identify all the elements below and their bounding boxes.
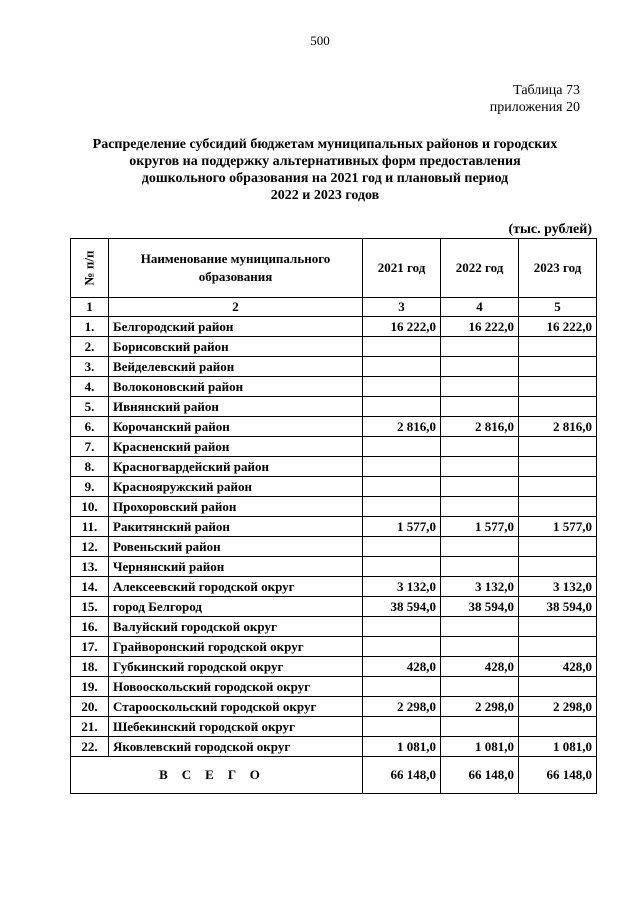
table-row	[71, 377, 597, 397]
total-value-2022: 66 148,0	[441, 757, 519, 794]
column-index: 5	[519, 298, 597, 317]
row-value-2023	[519, 717, 597, 737]
row-value-2022: 16 222,0	[441, 317, 519, 337]
row-number: 15.	[71, 597, 109, 617]
row-value-2023	[519, 457, 597, 477]
row-value-2021	[363, 337, 441, 357]
row-value-2021: 2 298,0	[363, 697, 441, 717]
row-value-2023: 16 222,0	[519, 317, 597, 337]
units-label: (тыс. рублей)	[508, 222, 592, 237]
row-value-2021	[363, 397, 441, 417]
table-row	[71, 617, 597, 637]
row-name: Чернянский район	[109, 557, 363, 577]
title-line: дошкольного образования на 2021 год и плановый период	[141, 171, 509, 186]
row-value-2021	[363, 377, 441, 397]
row-number: 11.	[71, 517, 109, 537]
table-row	[71, 477, 597, 497]
row-number: 7.	[71, 437, 109, 457]
row-number: 21.	[71, 717, 109, 737]
row-value-2022: 38 594,0	[441, 597, 519, 617]
row-name: Губкинский городской округ	[109, 657, 363, 677]
row-value-2022: 3 132,0	[441, 577, 519, 597]
row-value-2022	[441, 397, 519, 417]
row-value-2022	[441, 457, 519, 477]
row-number: 20.	[71, 697, 109, 717]
row-value-2023: 2 298,0	[519, 697, 597, 717]
row-value-2022: 1 081,0	[441, 737, 519, 757]
row-value-2023: 38 594,0	[519, 597, 597, 617]
row-value-2023	[519, 337, 597, 357]
row-number: 1.	[71, 317, 109, 337]
row-value-2022	[441, 497, 519, 517]
total-row	[71, 757, 597, 794]
row-number: 16.	[71, 617, 109, 637]
row-number: 17.	[71, 637, 109, 657]
column-index: 3	[363, 298, 441, 317]
row-value-2022	[441, 337, 519, 357]
title-line: Распределение субсидий бюджетам муниципальных районов и городских	[92, 137, 558, 152]
row-name: Красногвардейский район	[109, 457, 363, 477]
row-name: Ракитянский район	[109, 517, 363, 537]
row-value-2023	[519, 477, 597, 497]
table-row	[71, 517, 597, 537]
row-name: Валуйский городской округ	[109, 617, 363, 637]
table-caption	[490, 82, 580, 116]
row-name: Алексеевский городской округ	[109, 577, 363, 597]
column-index-row	[71, 298, 597, 317]
row-name: Ивнянский район	[109, 397, 363, 417]
table-row	[71, 357, 597, 377]
table-row	[71, 737, 597, 757]
row-number: 4.	[71, 377, 109, 397]
row-number: 19.	[71, 677, 109, 697]
header-row	[71, 239, 597, 298]
row-value-2023	[519, 677, 597, 697]
title-line: 2022 и 2023 годов	[270, 188, 380, 203]
table-row	[71, 637, 597, 657]
row-name: Старооскольский городской округ	[109, 697, 363, 717]
row-value-2022	[441, 477, 519, 497]
header-name: Наименование муниципального образования	[109, 239, 363, 298]
row-value-2023: 2 816,0	[519, 417, 597, 437]
table-row	[71, 397, 597, 417]
row-value-2022	[441, 617, 519, 637]
row-name: город Белгород	[109, 597, 363, 617]
row-value-2021	[363, 637, 441, 657]
table-row	[71, 537, 597, 557]
page-number: 500	[310, 33, 330, 48]
row-value-2021: 1 081,0	[363, 737, 441, 757]
row-value-2021: 16 222,0	[363, 317, 441, 337]
row-number: 18.	[71, 657, 109, 677]
row-number: 2.	[71, 337, 109, 357]
row-value-2022	[441, 677, 519, 697]
row-value-2022: 2 816,0	[441, 417, 519, 437]
row-value-2021	[363, 537, 441, 557]
title-line: округов на поддержку альтернативных форм предоставления	[129, 154, 521, 169]
row-value-2021	[363, 717, 441, 737]
row-value-2021	[363, 437, 441, 457]
caption-line-appendix: приложения 20	[489, 100, 580, 115]
row-value-2022: 2 298,0	[441, 697, 519, 717]
total-value-2021: 66 148,0	[363, 757, 441, 794]
row-value-2021	[363, 357, 441, 377]
row-value-2021	[363, 677, 441, 697]
row-value-2022	[441, 437, 519, 457]
table-row	[71, 437, 597, 457]
table-row	[71, 677, 597, 697]
header-number	[71, 239, 109, 298]
row-value-2022	[441, 537, 519, 557]
row-value-2023	[519, 497, 597, 517]
row-number: 8.	[71, 457, 109, 477]
table-row	[71, 557, 597, 577]
row-value-2023: 1 081,0	[519, 737, 597, 757]
row-name: Волоконовский район	[109, 377, 363, 397]
row-name: Красненский район	[109, 437, 363, 457]
row-value-2021: 38 594,0	[363, 597, 441, 617]
row-number: 9.	[71, 477, 109, 497]
row-value-2022: 428,0	[441, 657, 519, 677]
row-name: Краснояружский район	[109, 477, 363, 497]
table-row	[71, 597, 597, 617]
row-name: Корочанский район	[109, 417, 363, 437]
row-name: Прохоровский район	[109, 497, 363, 517]
row-name: Шебекинский городской округ	[109, 717, 363, 737]
row-number: 14.	[71, 577, 109, 597]
row-name: Белгородский район	[109, 317, 363, 337]
table-row	[71, 497, 597, 517]
table-row	[71, 337, 597, 357]
total-label: ВСЕГО	[71, 757, 363, 794]
row-name: Вейделевский район	[109, 357, 363, 377]
caption-line-table: Таблица 73	[513, 83, 580, 98]
row-value-2023	[519, 377, 597, 397]
table-body	[71, 317, 597, 794]
row-value-2023	[519, 637, 597, 657]
row-value-2021: 2 816,0	[363, 417, 441, 437]
row-value-2022	[441, 717, 519, 737]
total-value-2023: 66 148,0	[519, 757, 597, 794]
row-value-2022	[441, 357, 519, 377]
column-index: 1	[71, 298, 109, 317]
row-value-2023	[519, 397, 597, 417]
table-row	[71, 417, 597, 437]
row-value-2023: 1 577,0	[519, 517, 597, 537]
row-name: Яковлевский городской округ	[109, 737, 363, 757]
row-value-2021: 1 577,0	[363, 517, 441, 537]
row-value-2021	[363, 457, 441, 477]
column-index: 4	[441, 298, 519, 317]
row-value-2022	[441, 637, 519, 657]
row-name: Грайворонский городской округ	[109, 637, 363, 657]
table-row	[71, 457, 597, 477]
row-number: 5.	[71, 397, 109, 417]
row-number: 13.	[71, 557, 109, 577]
subsidy-table	[70, 238, 597, 794]
row-value-2022: 1 577,0	[441, 517, 519, 537]
header-number-label: № п/п	[81, 250, 97, 286]
row-value-2021	[363, 497, 441, 517]
row-value-2021: 3 132,0	[363, 577, 441, 597]
row-value-2022	[441, 557, 519, 577]
document-title	[60, 136, 590, 204]
row-value-2023: 3 132,0	[519, 577, 597, 597]
row-value-2023	[519, 537, 597, 557]
row-value-2023	[519, 617, 597, 637]
row-value-2023	[519, 557, 597, 577]
table-row	[71, 577, 597, 597]
row-name: Ровеньский район	[109, 537, 363, 557]
row-number: 12.	[71, 537, 109, 557]
row-value-2021: 428,0	[363, 657, 441, 677]
row-value-2021	[363, 477, 441, 497]
row-number: 10.	[71, 497, 109, 517]
row-number: 22.	[71, 737, 109, 757]
header-2022: 2022 год	[441, 239, 519, 298]
row-value-2023: 428,0	[519, 657, 597, 677]
row-number: 3.	[71, 357, 109, 377]
row-name: Новооскольский городской округ	[109, 677, 363, 697]
row-name: Борисовский район	[109, 337, 363, 357]
row-value-2021	[363, 617, 441, 637]
column-index: 2	[109, 298, 363, 317]
header-2023: 2023 год	[519, 239, 597, 298]
table-row	[71, 717, 597, 737]
table-row	[71, 697, 597, 717]
row-number: 6.	[71, 417, 109, 437]
row-value-2023	[519, 437, 597, 457]
header-2021: 2021 год	[363, 239, 441, 298]
row-value-2022	[441, 377, 519, 397]
table-row	[71, 657, 597, 677]
row-value-2023	[519, 357, 597, 377]
row-value-2021	[363, 557, 441, 577]
table-row	[71, 317, 597, 337]
